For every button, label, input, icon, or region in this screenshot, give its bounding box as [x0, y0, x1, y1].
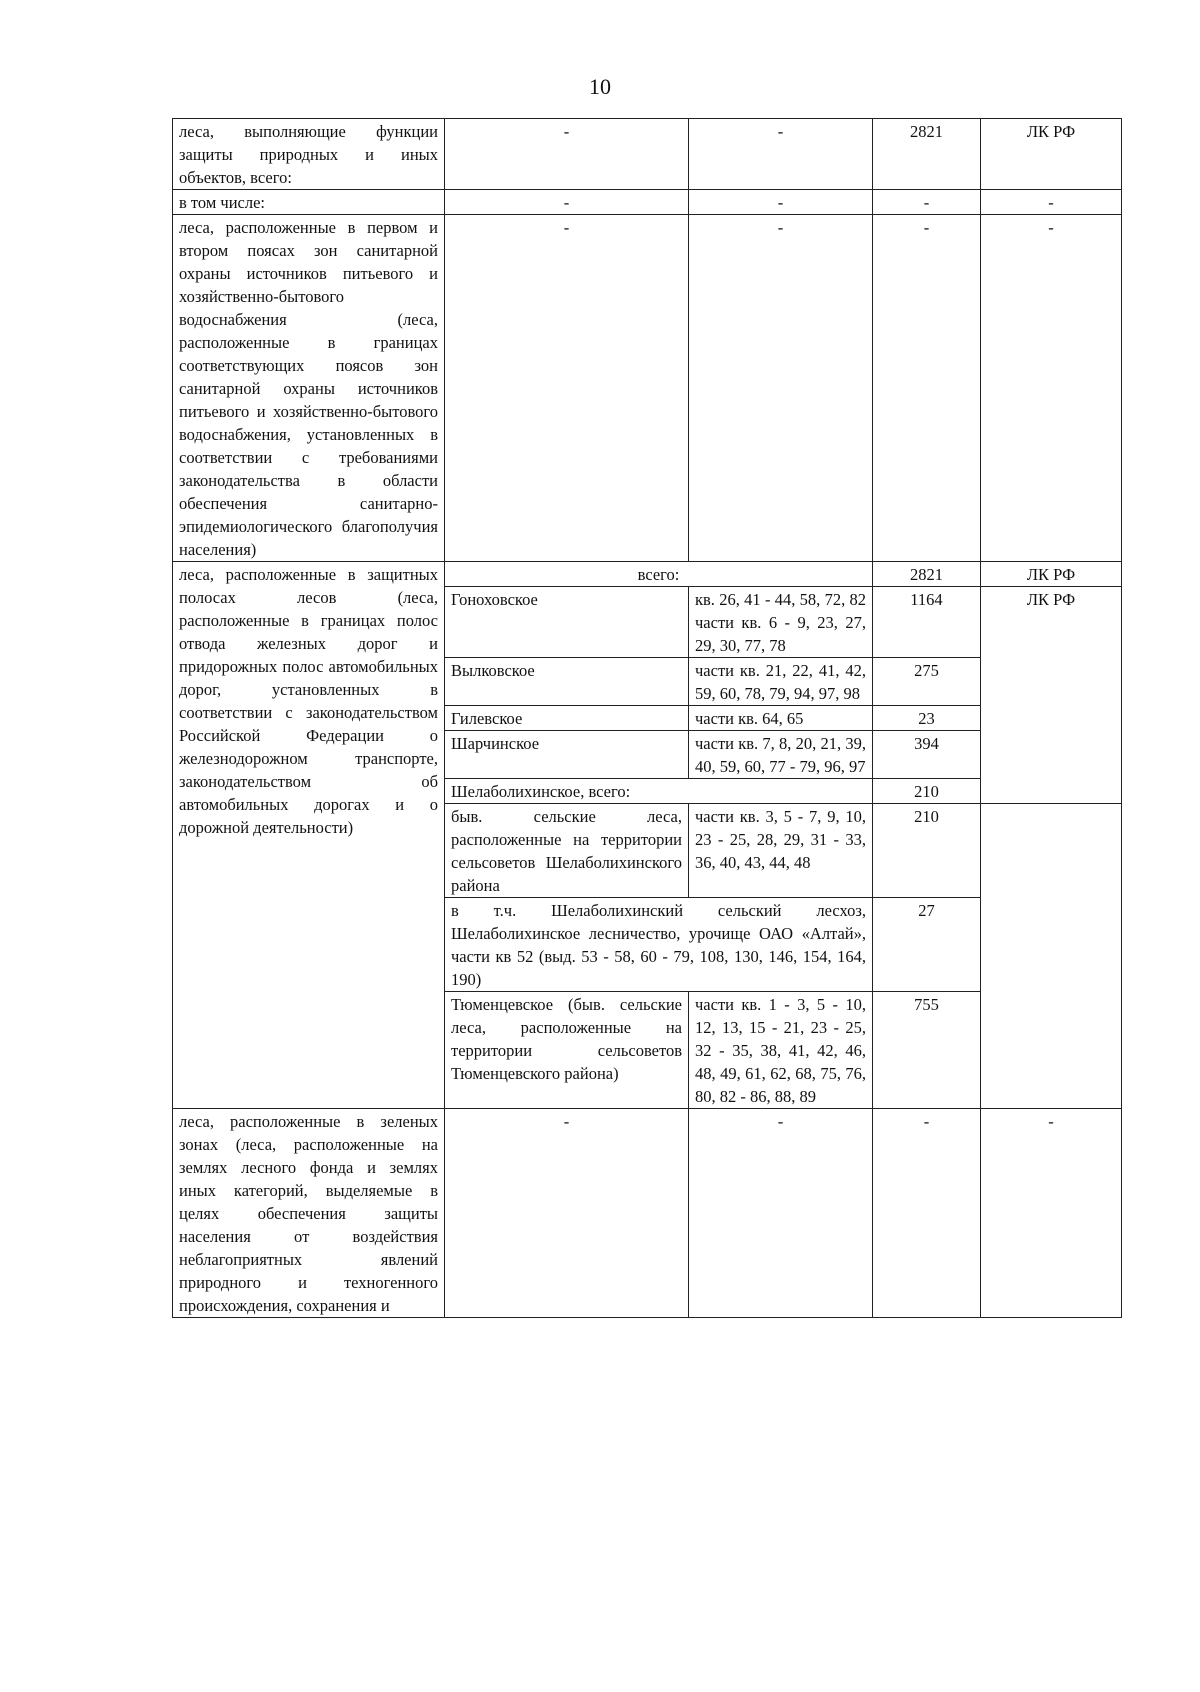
area-cell: 210	[873, 804, 981, 898]
area-cell: 1164	[873, 587, 981, 658]
basis-cell	[981, 804, 1122, 1109]
forestry-cell: Шарчинское	[445, 731, 689, 779]
forestry-cell: Тюменцевское (быв. сельские леса, расположенные на территории сельсоветов Тюменцевского района)	[445, 992, 689, 1109]
dash-cell: -	[445, 119, 689, 190]
forest-protection-table	[172, 118, 1122, 1318]
basis-cell: -	[981, 215, 1122, 562]
category-cell: леса, выполняющие функции защиты природных и иных объектов, всего:	[173, 119, 445, 190]
category-cell: леса, расположенные в защитных полосах лесов (леса, расположенные в границах полос отвода железных дорог и придорожных полос автомобильных дорог, установленных в соответствии с законодательством Российской Федерации о железнодорожном транспорте, законодательством об автомобильных дорогах и о дорожной деятельности)	[173, 562, 445, 1109]
table-row	[173, 190, 1122, 215]
dash-cell: -	[689, 215, 873, 562]
including-cell: в т.ч. Шелаболихинский сельский лесхоз, Шелаболихинское лесничество, урочище ОАО «Алтай», части кв 52 (выд. 53 - 58, 60 - 79, 108, 130, 146, 154, 164, 190)	[445, 898, 873, 992]
basis-cell: -	[981, 190, 1122, 215]
dash-cell: -	[445, 1109, 689, 1318]
quarters-cell: части кв. 1 - 3, 5 - 10, 12, 13, 15 - 21, 23 - 25, 32 - 35, 38, 41, 42, 46, 48, 49, 61, 62, 68, 75, 76, 80, 82 - 86, 88, 89	[689, 992, 873, 1109]
category-cell: леса, расположенные в первом и втором поясах зон санитарной охраны источников питьевого и хозяйственно-бытового водоснабжения (леса, расположенные в границах соответствующих поясов зон санитарной охраны источников питьевого и хозяйственно-бытового водоснабжения, установленных в соответствии с требованиями законодательства в области обеспечения санитарно-эпидемиологического благополучия населения)	[173, 215, 445, 562]
area-cell: 23	[873, 706, 981, 731]
area-cell: 2821	[873, 119, 981, 190]
area-cell: 27	[873, 898, 981, 992]
basis-cell: -	[981, 1109, 1122, 1318]
quarters-cell: кв. 26, 41 - 44, 58, 72, 82 части кв. 6 - 9, 23, 27, 29, 30, 77, 78	[689, 587, 873, 658]
dash-cell: -	[445, 190, 689, 215]
table-row	[173, 119, 1122, 190]
forestry-cell: Гилевское	[445, 706, 689, 731]
area-cell: -	[873, 215, 981, 562]
table-row	[173, 1109, 1122, 1318]
dash-cell: -	[445, 215, 689, 562]
forestry-cell: Гоноховское	[445, 587, 689, 658]
area-cell: 275	[873, 658, 981, 706]
basis-cell: ЛК РФ	[981, 562, 1122, 587]
dash-cell: -	[689, 119, 873, 190]
area-cell: -	[873, 1109, 981, 1318]
area-cell: 2821	[873, 562, 981, 587]
area-cell: -	[873, 190, 981, 215]
area-cell: 394	[873, 731, 981, 779]
area-cell: 210	[873, 779, 981, 804]
basis-cell: ЛК РФ	[981, 587, 1122, 804]
quarters-cell: части кв. 7, 8, 20, 21, 39, 40, 59, 60, 77 - 79, 96, 97	[689, 731, 873, 779]
table-row	[173, 215, 1122, 562]
category-cell: в том числе:	[173, 190, 445, 215]
area-cell: 755	[873, 992, 981, 1109]
page-number: 10	[589, 74, 611, 99]
category-cell: леса, расположенные в зеленых зонах (леса, расположенные на землях лесного фонда и землях иных категорий, выделяемые в целях обеспечения защиты населения от воздействия неблагоприятных явлений природного и техногенного происхождения, сохранения и	[173, 1109, 445, 1318]
basis-cell: ЛК РФ	[981, 119, 1122, 190]
total-label-cell: всего:	[445, 562, 873, 587]
quarters-cell: части кв. 3, 5 - 7, 9, 10, 23 - 25, 28, 29, 31 - 33, 36, 40, 43, 44, 48	[689, 804, 873, 898]
forestry-cell: Вылковское	[445, 658, 689, 706]
dash-cell: -	[689, 1109, 873, 1318]
forestry-cell: быв. сельские леса, расположенные на территории сельсоветов Шелаболихинского района	[445, 804, 689, 898]
forestry-total-cell: Шелаболихинское, всего:	[445, 779, 873, 804]
table-row	[173, 562, 1122, 587]
quarters-cell: части кв. 64, 65	[689, 706, 873, 731]
dash-cell: -	[689, 190, 873, 215]
quarters-cell: части кв. 21, 22, 41, 42, 59, 60, 78, 79, 94, 97, 98	[689, 658, 873, 706]
